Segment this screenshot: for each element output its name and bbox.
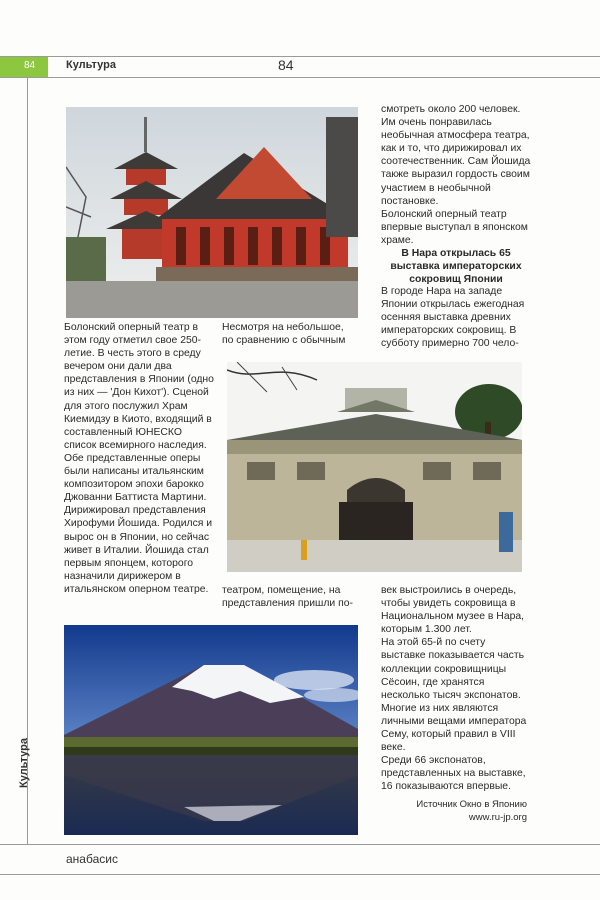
paragraph: Болонский оперный театр в этом году отметил свое 250-летие. В честь этого в среду вечером они дали два представления в Японии (одно из них — 'Дон Кихот'). Сценой для этого послужил Храм Киемидзу в Киото, входящий в составленный ЮНЕСКО список всемирного наследия. Обе представленные оперы были написаны итальянским композитором эпохи барокко Джованни Баттиста Мартини. — [64, 322, 214, 504]
article-column-2-bottom — [222, 584, 358, 610]
mount-fuji-photo — [64, 625, 358, 835]
header-page-number: 84 — [278, 57, 294, 73]
source-credit — [381, 798, 527, 824]
footer-magazine-name: анабасис — [66, 852, 118, 866]
footer-rule — [0, 844, 600, 845]
footer-bottom-rule — [0, 874, 600, 875]
paragraph: смотреть около 200 человек. Им очень понравилась необычная атмосфера театра, как и то, что дирижировал их соотечественник. Сам Йошида также выразил гордость своим участием в необычной постановке. — [381, 104, 531, 207]
article-headline: В Нара открылась 65 выставка императорских сокровищ Японии — [390, 248, 522, 286]
article-column-3-top — [381, 103, 531, 247]
paragraph: На этой 65-й по счету выставке показывается часть коллекции сокровищницы Сёсоин, где хранятся несколько тысяч экспонатов. Многие из них являются личными вещами императора Сему, который правил в VIII веке. — [381, 637, 527, 754]
paragraph: Болонский оперный театр впервые выступал в японском храме. — [381, 208, 528, 246]
source-line: Источник Окно в Японию — [416, 799, 527, 810]
article-column-3-bottom — [381, 584, 531, 794]
header-side-number: 84 — [24, 60, 36, 71]
article-column-3-mid — [381, 285, 531, 350]
museum-photo — [227, 362, 522, 572]
header-top-rule — [0, 56, 600, 57]
left-margin-rule — [27, 78, 28, 844]
temple-photo — [66, 107, 358, 318]
paragraph: Несмотря на небольшое, по сравнению с обычным — [222, 322, 346, 347]
source-url: www.ru-jp.org — [468, 812, 527, 823]
paragraph: В городе Нара на западе Японии открылась ежегодная осенняя выставка древних императорских сокровищ. В субботу примерно 700 чело- — [381, 286, 525, 350]
paragraph: Среди 66 экспонатов, представленных на выставке, 16 показываются впервые. — [381, 755, 526, 793]
article-column-1 — [64, 321, 214, 596]
sidebar-section-label: Культура — [18, 738, 30, 788]
paragraph: Дирижировал представления Хирофуми Йошида. Родился и вырос он в Японии, но сейчас живет в Италии. Йошида стал первым японцем, которого назначили дирижером в итальянском оперном театре. — [64, 505, 213, 595]
paragraph: театром, помещение, на представления пришли по- — [222, 585, 353, 610]
article-column-2-top — [222, 321, 354, 347]
header-bottom-rule — [0, 77, 600, 78]
header-section-title: Культура — [66, 59, 116, 71]
paragraph: век выстроились в очередь, чтобы увидеть сокровища в Национальном музее в Нара, которым 1.300 лет. — [381, 585, 525, 636]
